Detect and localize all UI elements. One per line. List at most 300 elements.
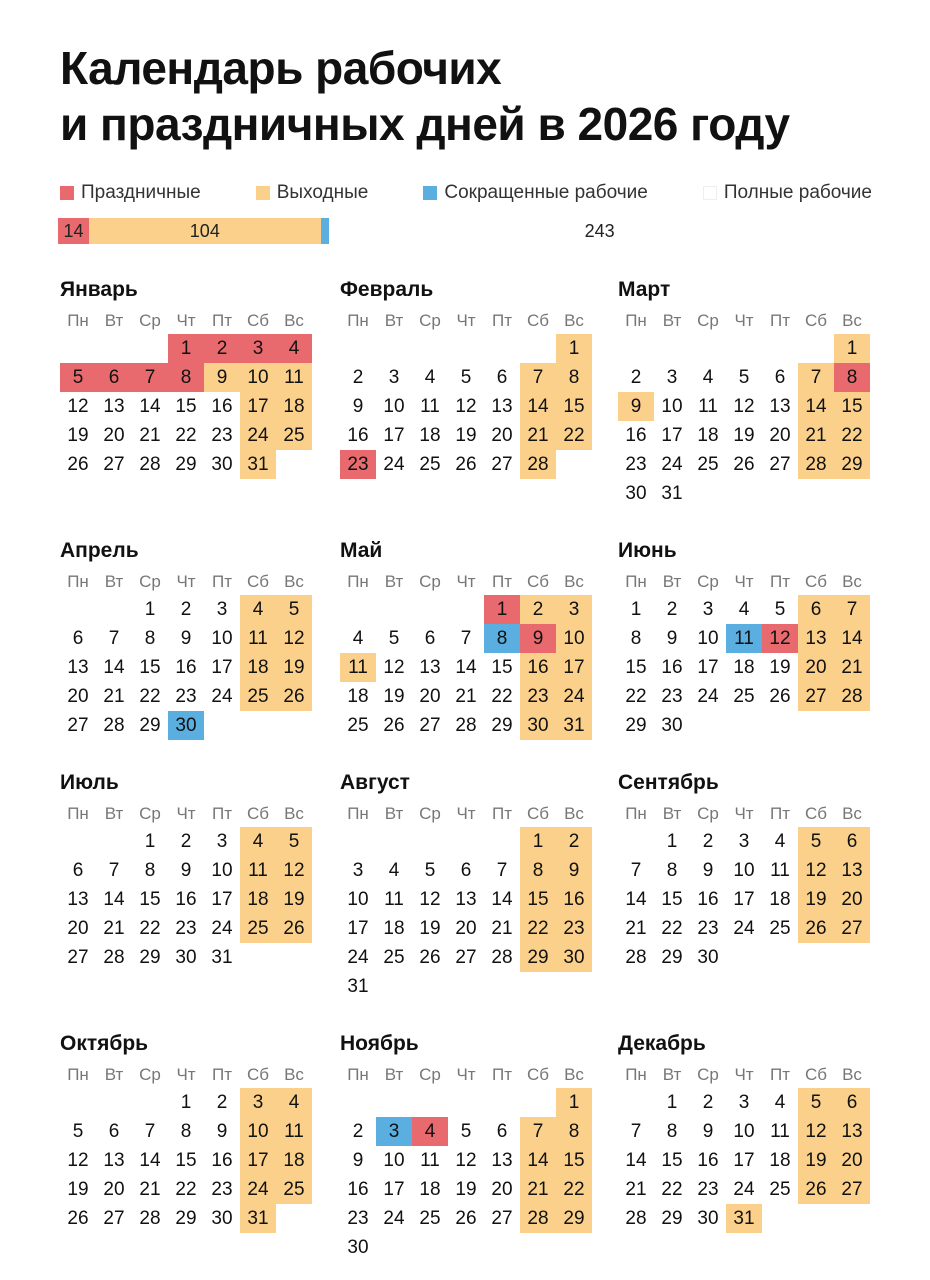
summary-bar xyxy=(58,218,870,244)
day-cell: 30 xyxy=(625,483,647,504)
weekday-label: Вт xyxy=(104,804,124,823)
day-cell-weekend: 24 xyxy=(556,682,592,711)
day-cell-weekend: 4 xyxy=(240,827,276,856)
day-cell-weekend: 6 xyxy=(834,1088,870,1117)
day-cell: 29 xyxy=(625,715,647,736)
weekday-label: Вс xyxy=(564,1065,584,1084)
day-cell: 17 xyxy=(211,889,233,910)
day-cell: 6 xyxy=(72,860,84,881)
day-cell: 10 xyxy=(697,628,719,649)
day-cell: 3 xyxy=(738,831,750,852)
day-cell: 4 xyxy=(388,860,400,881)
empty-cell xyxy=(448,1233,484,1262)
week-row xyxy=(618,479,870,508)
day-cell: 18 xyxy=(419,1179,441,1200)
day-cell-weekend: 30 xyxy=(556,943,592,972)
month-name: Октябрь xyxy=(60,1032,149,1055)
week-row xyxy=(618,943,870,972)
empty-cell xyxy=(798,1204,834,1233)
month-name: Март xyxy=(618,278,671,301)
day-cell-weekend: 15 xyxy=(520,885,556,914)
weekday-label: Ср xyxy=(419,1065,441,1084)
empty-cell xyxy=(276,1204,312,1233)
day-cell-weekend: 7 xyxy=(798,363,834,392)
day-cell-weekend: 31 xyxy=(556,711,592,740)
day-cell-weekend: 29 xyxy=(556,1204,592,1233)
day-cell: 21 xyxy=(103,918,125,939)
day-cell-weekend: 31 xyxy=(240,1204,276,1233)
day-cell: 22 xyxy=(139,918,161,939)
day-cell: 27 xyxy=(67,947,89,968)
day-cell: 5 xyxy=(738,367,750,388)
day-cell: 24 xyxy=(383,1208,405,1229)
day-cell: 29 xyxy=(175,454,197,475)
day-cell: 22 xyxy=(175,425,197,446)
weekday-label: Вс xyxy=(564,804,584,823)
weekday-label: Вт xyxy=(104,572,124,591)
day-cell: 6 xyxy=(496,1121,508,1142)
title-line-2: и праздничных дней в 2026 году xyxy=(60,98,790,150)
weekday-label: Ср xyxy=(697,804,719,823)
week-row xyxy=(618,1117,870,1146)
day-cell: 12 xyxy=(419,889,441,910)
weekday-label: Вт xyxy=(662,311,682,330)
day-cell-weekend: 4 xyxy=(276,1088,312,1117)
day-cell: 16 xyxy=(347,425,369,446)
day-cell: 21 xyxy=(625,1179,647,1200)
day-cell: 28 xyxy=(103,715,125,736)
weekday-label: Вт xyxy=(384,572,404,591)
day-cell-holiday: 7 xyxy=(132,363,168,392)
week-row xyxy=(618,914,870,943)
day-cell-weekend: 11 xyxy=(276,1117,312,1146)
day-cell-weekend: 23 xyxy=(556,914,592,943)
day-cell-weekend: 27 xyxy=(834,914,870,943)
day-cell: 1 xyxy=(144,831,156,852)
weekday-label: Чт xyxy=(734,1065,754,1084)
day-cell: 1 xyxy=(630,599,642,620)
day-cell-weekend: 5 xyxy=(798,1088,834,1117)
weekday-label: Вт xyxy=(384,311,404,330)
day-cell: 3 xyxy=(702,599,714,620)
day-cell: 15 xyxy=(661,889,683,910)
day-cell: 7 xyxy=(630,1121,642,1142)
day-cell: 7 xyxy=(108,628,120,649)
week-row xyxy=(618,1204,870,1233)
day-cell: 21 xyxy=(139,425,161,446)
day-cell: 26 xyxy=(769,686,791,707)
week-row xyxy=(618,653,870,682)
day-cell-weekend: 18 xyxy=(276,1146,312,1175)
empty-cell xyxy=(798,711,834,740)
day-cell: 26 xyxy=(67,454,89,475)
day-cell: 20 xyxy=(103,1179,125,1200)
day-cell: 25 xyxy=(733,686,755,707)
day-cell: 23 xyxy=(697,918,719,939)
week-row xyxy=(618,682,870,711)
day-cell-weekend: 10 xyxy=(556,624,592,653)
day-cell: 28 xyxy=(625,947,647,968)
weekday-label: Пн xyxy=(347,804,369,823)
day-cell: 14 xyxy=(139,396,161,417)
empty-cell xyxy=(376,1233,412,1262)
day-cell-weekend: 19 xyxy=(276,885,312,914)
day-cell: 16 xyxy=(661,657,683,678)
month-name: Июль xyxy=(60,771,119,794)
day-cell: 21 xyxy=(491,918,513,939)
day-cell-weekend: 15 xyxy=(834,392,870,421)
day-cell: 12 xyxy=(455,1150,477,1171)
day-cell: 17 xyxy=(211,657,233,678)
day-cell: 13 xyxy=(769,396,791,417)
summary-full-count: 243 xyxy=(584,221,615,241)
weekday-label: Вс xyxy=(842,1065,862,1084)
empty-cell xyxy=(448,972,484,1001)
week-row xyxy=(340,1088,592,1117)
day-cell: 31 xyxy=(347,976,369,997)
short-swatch xyxy=(423,186,437,200)
weekday-label: Ср xyxy=(139,804,161,823)
day-cell: 21 xyxy=(139,1179,161,1200)
weekday-label: Вт xyxy=(662,572,682,591)
empty-cell xyxy=(376,334,412,363)
day-cell-weekend: 20 xyxy=(834,1146,870,1175)
day-cell: 9 xyxy=(702,1121,714,1142)
weekday-label: Вт xyxy=(662,1065,682,1084)
day-cell-short: 3 xyxy=(376,1117,412,1146)
day-cell: 31 xyxy=(661,483,683,504)
day-cell-weekend: 3 xyxy=(240,1088,276,1117)
legend-short xyxy=(423,182,647,204)
legend-short-label: Сокращенные рабочие xyxy=(444,182,648,203)
day-cell: 27 xyxy=(455,947,477,968)
day-cell-holiday: 9 xyxy=(520,624,556,653)
weekday-label: Пн xyxy=(347,1065,369,1084)
week-row xyxy=(618,392,870,421)
day-cell-weekend: 15 xyxy=(556,1146,592,1175)
day-cell-weekend: 19 xyxy=(798,885,834,914)
day-cell: 25 xyxy=(769,1179,791,1200)
month-1 xyxy=(60,276,312,479)
day-cell: 31 xyxy=(211,947,233,968)
day-cell-weekend: 27 xyxy=(798,682,834,711)
empty-cell xyxy=(726,479,762,508)
empty-cell xyxy=(690,479,726,508)
empty-cell xyxy=(618,1088,654,1117)
day-cell: 9 xyxy=(180,860,192,881)
day-cell: 4 xyxy=(738,599,750,620)
day-cell-holiday: 8 xyxy=(168,363,204,392)
day-cell: 9 xyxy=(180,628,192,649)
week-row xyxy=(340,1175,592,1204)
day-cell: 7 xyxy=(108,860,120,881)
day-cell: 4 xyxy=(774,1092,786,1113)
empty-cell xyxy=(762,1204,798,1233)
empty-cell xyxy=(96,595,132,624)
day-cell: 4 xyxy=(424,367,436,388)
weekday-label: Вс xyxy=(842,572,862,591)
day-cell: 11 xyxy=(770,860,790,881)
day-cell-weekend: 20 xyxy=(798,653,834,682)
week-row xyxy=(60,392,312,421)
day-cell-weekend: 13 xyxy=(834,1117,870,1146)
week-row xyxy=(60,1146,312,1175)
day-cell-weekend: 19 xyxy=(276,653,312,682)
day-cell: 2 xyxy=(180,831,192,852)
empty-cell xyxy=(412,972,448,1001)
day-cell: 16 xyxy=(347,1179,369,1200)
day-cell: 27 xyxy=(103,454,125,475)
day-cell: 20 xyxy=(67,918,89,939)
day-cell-weekend: 2 xyxy=(556,827,592,856)
empty-cell xyxy=(762,479,798,508)
day-cell: 8 xyxy=(630,628,642,649)
weekday-label: Чт xyxy=(734,804,754,823)
weekday-label: Пн xyxy=(625,572,647,591)
day-cell-weekend: 21 xyxy=(520,421,556,450)
day-cell: 2 xyxy=(630,367,642,388)
day-cell: 8 xyxy=(144,628,156,649)
empty-cell xyxy=(834,479,870,508)
day-cell: 25 xyxy=(347,715,369,736)
week-row xyxy=(340,682,592,711)
empty-cell xyxy=(448,334,484,363)
weekday-label: Пт xyxy=(491,804,512,823)
day-cell: 20 xyxy=(67,686,89,707)
day-cell-weekend: 14 xyxy=(798,392,834,421)
day-cell-weekend: 1 xyxy=(556,1088,592,1117)
day-cell-weekend: 21 xyxy=(798,421,834,450)
legend-weekend-label: Выходные xyxy=(276,182,369,203)
day-cell: 10 xyxy=(383,1150,405,1171)
empty-cell xyxy=(520,972,556,1001)
day-cell: 14 xyxy=(491,889,513,910)
day-cell: 14 xyxy=(455,657,477,678)
day-cell: 24 xyxy=(211,686,233,707)
empty-cell xyxy=(340,1088,376,1117)
day-cell: 23 xyxy=(175,686,197,707)
day-cell: 23 xyxy=(347,1208,369,1229)
day-cell-weekend: 17 xyxy=(240,1146,276,1175)
day-cell: 3 xyxy=(216,599,228,620)
day-cell-weekend: 7 xyxy=(834,595,870,624)
empty-cell xyxy=(690,334,726,363)
day-cell-weekend: 22 xyxy=(834,421,870,450)
day-cell: 12 xyxy=(67,396,89,417)
full-swatch xyxy=(703,186,717,200)
empty-cell xyxy=(834,711,870,740)
day-cell-holiday: 4 xyxy=(276,334,312,363)
weekday-label: Пт xyxy=(769,1065,790,1084)
day-cell-holiday: 6 xyxy=(96,363,132,392)
month-name: Август xyxy=(340,771,410,794)
day-cell-weekend: 18 xyxy=(240,653,276,682)
day-cell: 15 xyxy=(175,396,197,417)
day-cell-weekend: 29 xyxy=(520,943,556,972)
day-cell: 19 xyxy=(455,425,477,446)
day-cell-weekend: 9 xyxy=(618,392,654,421)
weekday-label: Чт xyxy=(176,311,196,330)
empty-cell xyxy=(340,595,376,624)
month-name: Май xyxy=(340,539,383,562)
weekday-label: Сб xyxy=(526,572,549,591)
legend-full-label: Полные рабочие xyxy=(723,182,872,203)
day-cell: 17 xyxy=(697,657,719,678)
week-row xyxy=(60,827,312,856)
day-cell-weekend: 4 xyxy=(240,595,276,624)
day-cell: 28 xyxy=(491,947,513,968)
day-cell-weekend: 25 xyxy=(276,421,312,450)
day-cell: 7 xyxy=(630,860,642,881)
empty-cell xyxy=(726,943,762,972)
empty-cell xyxy=(96,334,132,363)
weekday-label: Вс xyxy=(284,572,304,591)
weekday-label: Вс xyxy=(842,804,862,823)
week-row xyxy=(60,885,312,914)
summary-weekend-segment xyxy=(89,218,320,244)
week-row xyxy=(618,1175,870,1204)
day-cell: 25 xyxy=(419,454,441,475)
weekday-label: Вс xyxy=(564,311,584,330)
empty-cell xyxy=(726,334,762,363)
empty-cell xyxy=(798,479,834,508)
day-cell: 1 xyxy=(180,1092,192,1113)
weekday-label: Вс xyxy=(284,311,304,330)
day-cell: 8 xyxy=(180,1121,192,1142)
day-cell-weekend: 28 xyxy=(520,450,556,479)
day-cell: 11 xyxy=(420,1150,440,1171)
day-cell: 6 xyxy=(460,860,472,881)
week-row xyxy=(618,1146,870,1175)
month-name: Январь xyxy=(60,278,138,301)
week-row xyxy=(60,595,312,624)
day-cell: 13 xyxy=(67,657,89,678)
week-row xyxy=(340,421,592,450)
day-cell: 16 xyxy=(211,1150,233,1171)
day-cell: 11 xyxy=(698,396,718,417)
day-cell-weekend: 7 xyxy=(520,363,556,392)
week-row xyxy=(618,624,870,653)
week-row xyxy=(340,856,592,885)
day-cell: 15 xyxy=(139,657,161,678)
day-cell: 19 xyxy=(733,425,755,446)
empty-cell xyxy=(448,1088,484,1117)
week-row xyxy=(60,1117,312,1146)
weekday-header xyxy=(618,801,870,827)
week-row xyxy=(340,392,592,421)
day-cell: 27 xyxy=(491,1208,513,1229)
day-cell: 30 xyxy=(347,1237,369,1258)
empty-cell xyxy=(484,1088,520,1117)
day-cell: 29 xyxy=(139,947,161,968)
weekday-label: Пн xyxy=(625,311,647,330)
month-10 xyxy=(60,1030,312,1233)
day-cell: 30 xyxy=(697,947,719,968)
day-cell-weekend: 5 xyxy=(276,827,312,856)
day-cell-weekend: 24 xyxy=(240,421,276,450)
day-cell: 9 xyxy=(702,860,714,881)
day-cell: 16 xyxy=(175,889,197,910)
day-cell: 25 xyxy=(769,918,791,939)
empty-cell xyxy=(726,711,762,740)
week-row xyxy=(340,450,592,479)
day-cell: 24 xyxy=(383,454,405,475)
day-cell: 17 xyxy=(347,918,369,939)
empty-cell xyxy=(834,943,870,972)
empty-cell xyxy=(448,827,484,856)
day-cell: 9 xyxy=(666,628,678,649)
day-cell: 27 xyxy=(67,715,89,736)
empty-cell xyxy=(132,334,168,363)
empty-cell xyxy=(484,827,520,856)
week-row xyxy=(618,595,870,624)
weekday-label: Сб xyxy=(804,572,827,591)
week-row xyxy=(340,1204,592,1233)
week-row xyxy=(340,363,592,392)
empty-cell xyxy=(204,711,240,740)
day-cell-weekend: 21 xyxy=(520,1175,556,1204)
day-cell-weekend: 11 xyxy=(240,856,276,885)
day-cell: 24 xyxy=(661,454,683,475)
day-cell: 18 xyxy=(347,686,369,707)
day-cell: 19 xyxy=(769,657,791,678)
day-cell-weekend: 26 xyxy=(276,682,312,711)
day-cell: 2 xyxy=(666,599,678,620)
week-row xyxy=(60,914,312,943)
day-cell: 20 xyxy=(491,1179,513,1200)
day-cell: 22 xyxy=(661,1179,683,1200)
day-cell-weekend: 25 xyxy=(276,1175,312,1204)
day-cell: 24 xyxy=(211,918,233,939)
day-cell: 17 xyxy=(733,889,755,910)
day-cell: 14 xyxy=(103,889,125,910)
day-cell: 20 xyxy=(103,425,125,446)
day-cell: 24 xyxy=(733,1179,755,1200)
weekday-label: Ср xyxy=(697,572,719,591)
empty-cell xyxy=(762,943,798,972)
day-cell: 12 xyxy=(455,396,477,417)
day-cell: 9 xyxy=(352,1150,364,1171)
day-cell-holiday: 3 xyxy=(240,334,276,363)
day-cell: 15 xyxy=(491,657,513,678)
empty-cell xyxy=(412,595,448,624)
day-cell: 1 xyxy=(144,599,156,620)
weekday-label: Пт xyxy=(491,1065,512,1084)
day-cell: 23 xyxy=(211,1179,233,1200)
day-cell: 22 xyxy=(625,686,647,707)
day-cell: 11 xyxy=(384,889,404,910)
empty-cell xyxy=(376,595,412,624)
day-cell: 3 xyxy=(388,367,400,388)
week-row xyxy=(60,1204,312,1233)
day-cell: 19 xyxy=(455,1179,477,1200)
weekday-header xyxy=(60,1062,312,1088)
day-cell-weekend: 18 xyxy=(240,885,276,914)
weekday-header xyxy=(60,308,312,334)
day-cell: 26 xyxy=(455,454,477,475)
weekday-label: Пн xyxy=(347,311,369,330)
day-cell: 26 xyxy=(733,454,755,475)
week-row xyxy=(60,653,312,682)
day-cell-weekend: 31 xyxy=(240,450,276,479)
weekday-label: Сб xyxy=(246,311,269,330)
day-cell-holiday: 1 xyxy=(484,595,520,624)
day-cell-weekend: 7 xyxy=(520,1117,556,1146)
day-cell-weekend: 5 xyxy=(798,827,834,856)
day-cell: 30 xyxy=(211,1208,233,1229)
weekday-label: Чт xyxy=(734,311,754,330)
weekday-label: Чт xyxy=(456,1065,476,1084)
